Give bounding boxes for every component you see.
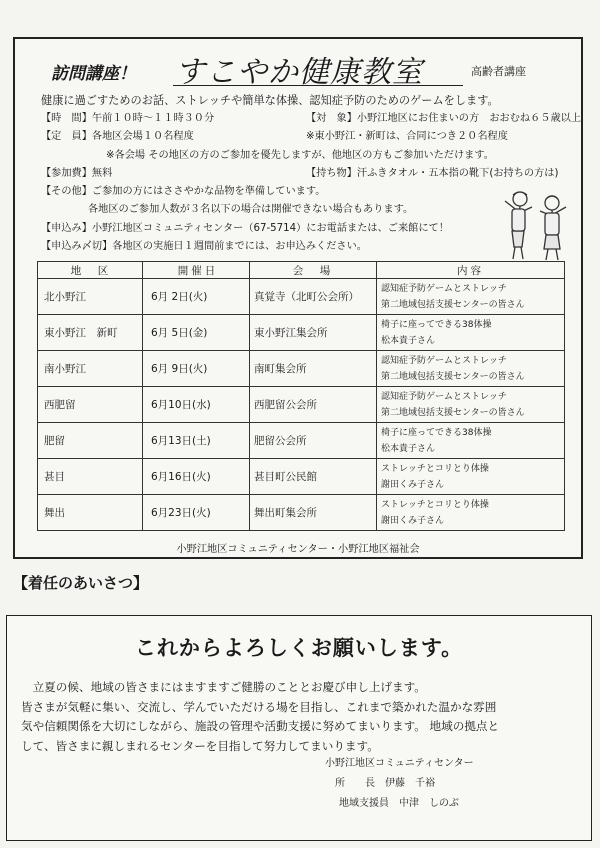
cell-area: 南小野江 [38, 351, 143, 387]
cell-date: 6月23日(火) [143, 495, 250, 531]
cell-content [377, 315, 565, 351]
header-content: 内容 [377, 262, 565, 279]
header-date: 開催日 [143, 262, 250, 279]
schedule-header-row [38, 262, 565, 279]
cell-area: 甚目 [38, 459, 143, 495]
table-row [38, 351, 565, 387]
cell-content [377, 279, 565, 315]
signature-supporter: 地域支援員 中津 しのぶ [339, 798, 459, 809]
visit-lecture-label: 訪問講座！ [51, 64, 136, 84]
cell-date: 6月 9日(火) [143, 351, 250, 387]
cell-venue: 真覚寺（北町公会所） [250, 279, 377, 315]
cell-content [377, 423, 565, 459]
cell-date: 6月13日(土) [143, 423, 250, 459]
cell-date: 6月10日(水) [143, 387, 250, 423]
cell-content [377, 459, 565, 495]
info-items: 【持ち物】汗ふきタオル・五本指の靴下(お持ちの方は) [306, 167, 559, 179]
greeting-body [21, 678, 581, 756]
info-row-fee [41, 165, 581, 183]
cell-content [377, 495, 565, 531]
greeting-line: 立夏の候、地域の皆さまにはますますご健勝のこととお慶び申し上げます。 [21, 680, 426, 694]
info-target: 【対 象】小野江地区にお住まいの方 おおむね６５歳以上 [306, 113, 582, 124]
info-other-note: 各地区のご参加人数が３名以下の場合は開催できない場合もあります。 [88, 204, 414, 216]
greeting-box [6, 615, 592, 841]
info-apply: 【申込み】小野江地区コミュニティセンター（67-5714）にお電話または、ご来館にて！ [41, 222, 449, 234]
content-title: ストレッチとコリとり体操 [381, 463, 489, 474]
header-venue: 会 場 [250, 262, 377, 279]
health-class-box [13, 37, 583, 559]
info-capacity-note: ※東小野江・新町は、合同につき２０名程度 [306, 131, 508, 143]
greeting-line: して、皆さまに親しまれるセンターを目指して努力してまいります。 [21, 738, 379, 753]
content-lecturer: 松本貴子さん [381, 443, 436, 454]
content-lecturer: 松本貴子さん [381, 335, 436, 346]
info-fee: 【参加費】無料 [41, 167, 113, 179]
content-title: 椅子に座ってできる38体操 [381, 427, 492, 438]
cell-content [377, 351, 565, 387]
content-lecturer: 謝田くみ子さん [381, 515, 445, 526]
greeting-line: 皆さまが気軽に集い、交流し、学んでいただける場を目指し、これまで築かれた温かな雰囲 [21, 699, 497, 714]
cell-date: 6月16日(火) [143, 459, 250, 495]
content-lecturer: 謝田くみ子さん [381, 479, 445, 490]
info-deadline: 【申込み〆切】各地区の実施日１週間前までには、お申込みください。 [41, 241, 367, 253]
page-title: すこやか健康教室 [175, 55, 423, 90]
table-row [38, 495, 565, 531]
table-row [38, 387, 565, 423]
info-row-capacity [41, 128, 581, 146]
title-underline [173, 85, 463, 86]
cell-venue: 南町集会所 [250, 351, 377, 387]
table-row [38, 315, 565, 351]
cell-venue: 甚目町公民館 [250, 459, 377, 495]
signature-director: 所 長 伊藤 千裕 [335, 778, 435, 789]
info-other: 【その他】ご参加の方にはささやかな品物を準備しています。 [41, 186, 326, 198]
exercise-illustration [500, 187, 572, 262]
content-title: 認知症予防ゲームとストレッチ [381, 355, 507, 366]
content-lecturer: 第二地域包括支援センターの皆さん [381, 407, 525, 418]
content-title: 認知症予防ゲームとストレッチ [381, 283, 507, 294]
content-title: 椅子に座ってできる38体操 [381, 319, 492, 330]
cell-date: 6月 2日(火) [143, 279, 250, 315]
cell-venue: 西肥留公会所 [250, 387, 377, 423]
schedule-table [37, 261, 565, 531]
senior-lecture-label: 高齢者講座 [471, 65, 526, 78]
cell-area: 東小野江 新町 [38, 315, 143, 351]
intro-text: 健康に過ごすためのお話、ストレッチや簡単な体操、認知症予防のためのゲームをします。 [41, 94, 499, 107]
greeting-section-title: 【着任のあいさつ】 [13, 574, 149, 592]
content-lecturer: 第二地域包括支援センターの皆さん [381, 299, 525, 310]
content-lecturer: 第二地域包括支援センターの皆さん [381, 371, 525, 382]
info-capacity-note2: ※各会場 その地区の方のご参加を優先しますが、他地区の方もご参加いただけます。 [106, 149, 494, 161]
greeting-line: 気や信頼関係を大切にしながら、施設の管理や活動支援に努めてまいります。 地域の拠点と [21, 719, 500, 733]
cell-content [377, 387, 565, 423]
signature-org: 小野江地区コミュニティセンター [325, 758, 474, 769]
cell-venue: 東小野江集会所 [250, 315, 377, 351]
cell-venue: 肥留公会所 [250, 423, 377, 459]
greeting-headline: これからよろしくお願いします。 [134, 636, 464, 660]
cell-date: 6月 5日(金) [143, 315, 250, 351]
content-title: ストレッチとコリとり体操 [381, 499, 489, 510]
cell-area: 西肥留 [38, 387, 143, 423]
cell-area: 肥留 [38, 423, 143, 459]
content-title: 認知症予防ゲームとストレッチ [381, 391, 507, 402]
header-area: 地 区 [38, 262, 143, 279]
schedule-organizer: 小野江地区コミュニティセンター・小野江地区福祉会 [176, 544, 420, 555]
cell-venue: 舞出町集会所 [250, 495, 377, 531]
cell-area: 北小野江 [38, 279, 143, 315]
table-row [38, 279, 565, 315]
info-row-time [41, 110, 581, 128]
info-capacity: 【定 員】各地区会場１０名程度 [41, 131, 194, 143]
table-row [38, 423, 565, 459]
table-row [38, 459, 565, 495]
info-time: 【時 間】午前１０時～１１時３０分 [41, 113, 215, 124]
cell-area: 舞出 [38, 495, 143, 531]
signature-block [325, 754, 474, 814]
